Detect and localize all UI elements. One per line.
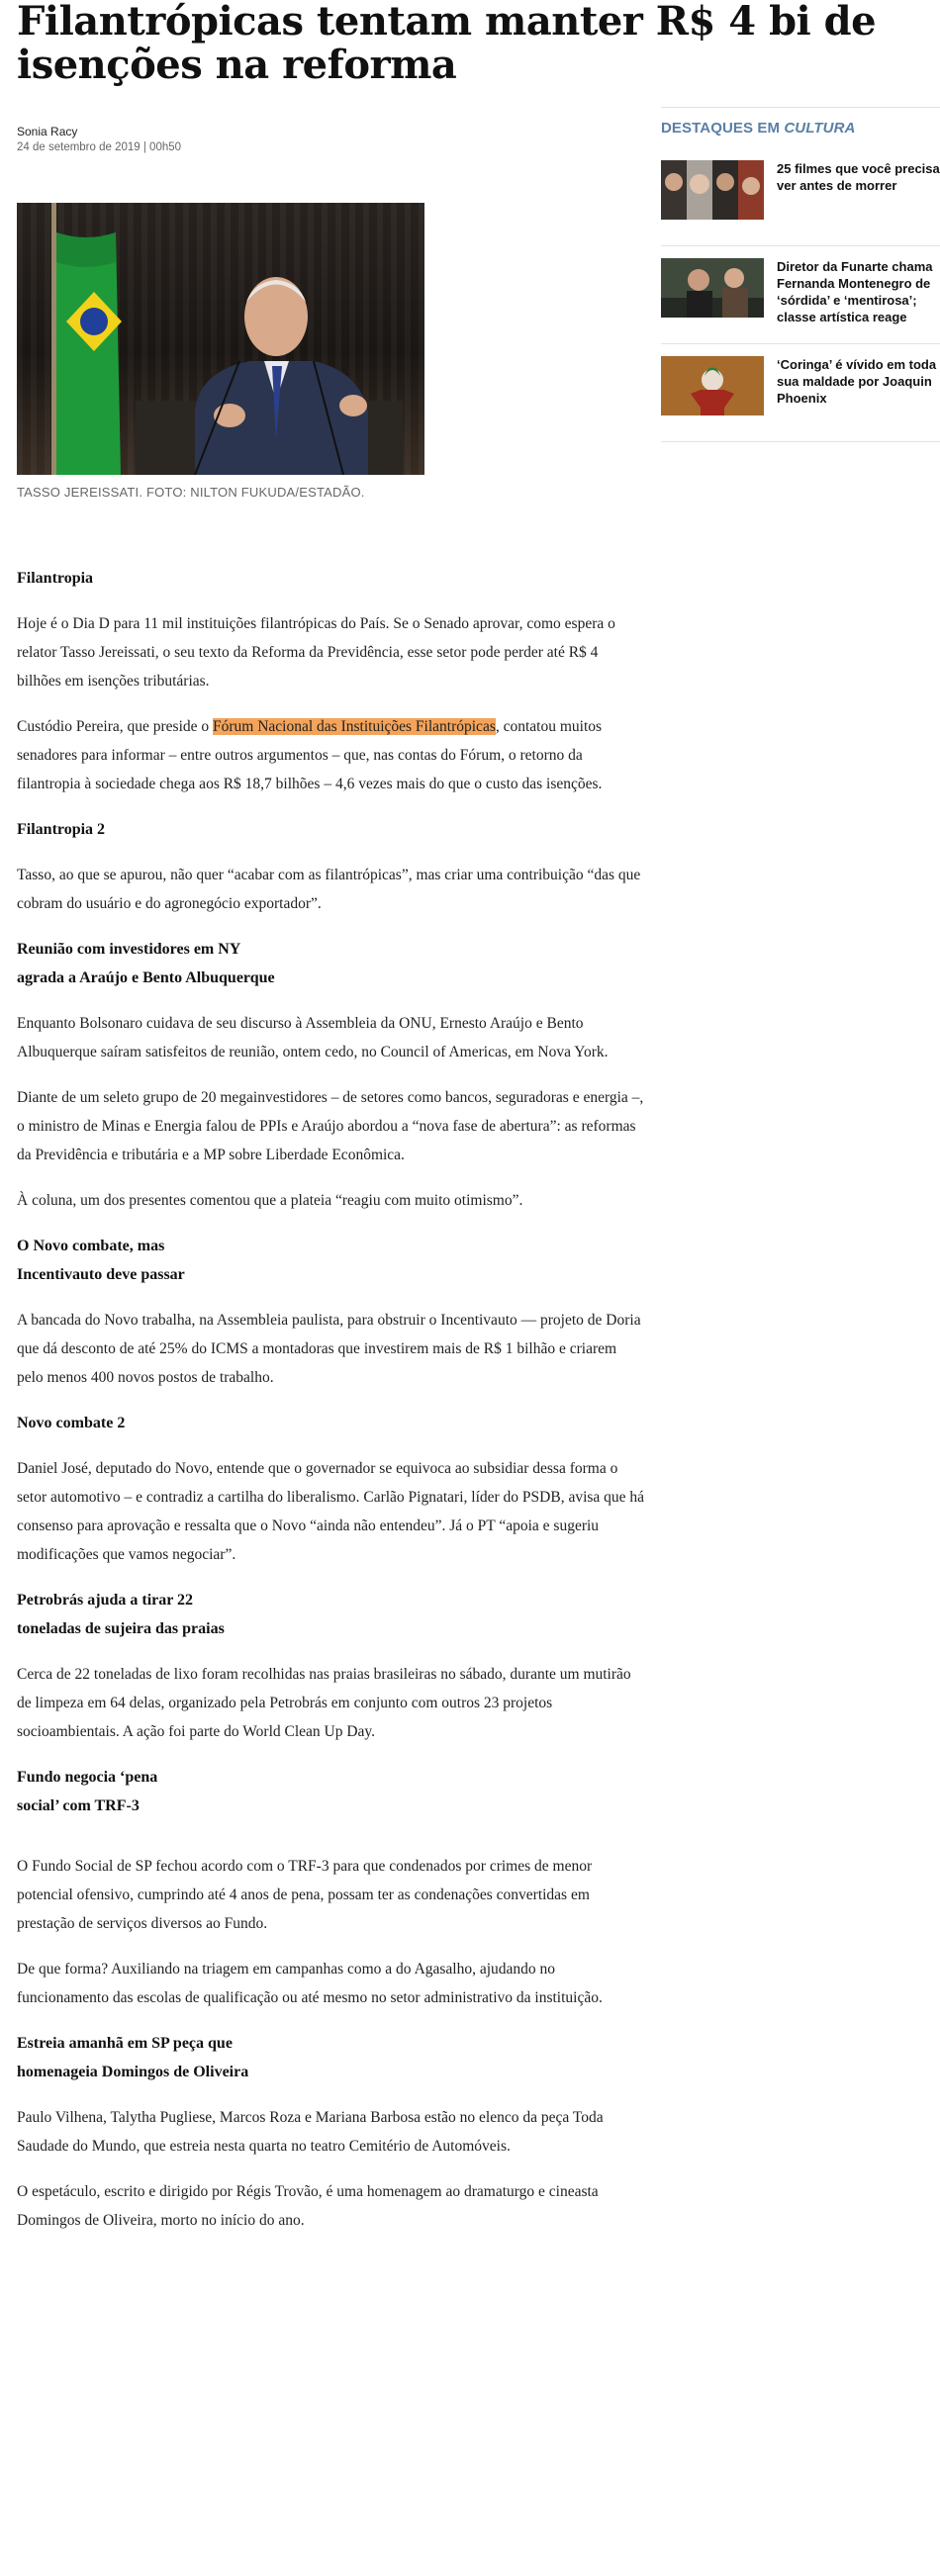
- publish-date: 24 de setembro de 2019 | 00h50: [17, 141, 182, 153]
- paragraph: De que forma? Auxiliando na triagem em campanhas como a do Agasalho, ajudando no funcionamento das escolas de qualificação ou até mesmo no setor administrativo da instituição.: [17, 1961, 603, 2006]
- article-photo: [17, 203, 424, 475]
- photo-senator: [17, 203, 424, 475]
- photo-caption: TASSO JEREISSATI. FOTO: NILTON FUKUDA/ESTADÃO.: [17, 485, 365, 500]
- paragraph: Diante de um seleto grupo de 20 megainvestidores – de setores como bancos, seguradoras e energia –, o ministro de Minas e Energia falou de PPIs e Araújo abordou a “nova fase de abertura”: as reformas da Previdência e tributária e a MP sobre Liberdade Econômica.: [17, 1089, 644, 1163]
- article-body: [17, 564, 645, 2252]
- paragraph: Daniel José, deputado do Novo, entende que o governador se equivoca ao subsidiar dessa forma o setor automotivo – e contradiz a cartilha do liberalismo. Carlão Pignatari, líder do PSDB, avisa que há consenso para aprovação e ressalta que o Novo “ainda não entendeu”. Já o PT “apoia e sugeriu modificações que vamos negociar”.: [17, 1460, 645, 1563]
- forum-link[interactable]: Fórum Nacional das Instituições Filantrópicas: [213, 718, 496, 735]
- article-headline: Filantrópicas tentam manter R$ 4 bi de isenções na reforma: [17, 0, 877, 88]
- thumb-funarte[interactable]: [661, 258, 764, 318]
- sidebar-item-title[interactable]: 25 filmes que você precisa ver antes de morrer: [777, 161, 940, 193]
- thumb-films[interactable]: [661, 160, 764, 220]
- byline: [17, 124, 181, 155]
- section-title: Novo combate 2: [17, 1415, 126, 1431]
- sidebar-title: DESTAQUES EM CULTURA: [661, 120, 856, 137]
- paragraph: O espetáculo, escrito e dirigido por Régis Trovão, é uma homenagem ao dramaturgo e cineasta Domingos de Oliveira, morto no início do ano.: [17, 2183, 599, 2229]
- sidebar-item-title[interactable]: ‘Coringa’ é vívido em toda sua maldade por Joaquin Phoenix: [777, 357, 937, 406]
- section-title: Reunião com investidores em NY agrada a Araújo e Bento Albuquerque: [17, 941, 275, 986]
- paragraph: A bancada do Novo trabalha, na Assembleia paulista, para obstruir o Incentivauto — projeto de Doria que dá desconto de até 25% do ICMS a montadoras que investirem mais de R$ 1 bilhão e criarem pelo menos 400 novos postos de trabalho.: [17, 1312, 641, 1386]
- paragraph: Custódio Pereira, que preside o Fórum Nacional das Instituições Filantrópicas, contatou muitos senadores para informar – entre outros argumentos – que, nas contas do Fórum, o retorno da filantropia à sociedade chega aos R$ 18,7 bilhões – 4,6 vezes mais do que o custo das isenções.: [17, 718, 603, 792]
- author-name[interactable]: Sonia Racy: [17, 125, 78, 138]
- sidebar-highlights: [661, 107, 940, 442]
- paragraph: Paulo Vilhena, Talytha Pugliese, Marcos Roza e Mariana Barbosa estão no elenco da peça Toda Saudade do Mundo, que estreia nesta quarta no teatro Cemitério de Automóveis.: [17, 2109, 604, 2155]
- section-title: O Novo combate, mas Incentivauto deve passar: [17, 1238, 185, 1283]
- sidebar-item-joker[interactable]: [661, 352, 940, 442]
- sidebar-item-title[interactable]: Diretor da Funarte chama Fernanda Montenegro de ‘sórdida’ e ‘mentirosa’; classe artística reage: [777, 259, 933, 324]
- section-title: Fundo negocia ‘pena social’ com TRF-3: [17, 1769, 158, 1814]
- paragraph: O Fundo Social de SP fechou acordo com o TRF-3 para que condenados por crimes de menor potencial ofensivo, cumprindo até 4 anos de pena, possam ter as condenações convertidas em prestação de serviços diversos ao Fundo.: [17, 1858, 593, 1932]
- paragraph: Tasso, ao que se apurou, não quer “acabar com as filantrópicas”, mas criar uma contribuição “das que cobram do usuário e do agronegócio exportador”.: [17, 867, 641, 912]
- section-title: Petrobrás ajuda a tirar 22 toneladas de sujeira das praias: [17, 1592, 225, 1637]
- paragraph: À coluna, um dos presentes comentou que a plateia “reagiu com muito otimismo”.: [17, 1192, 523, 1209]
- sidebar-item-films[interactable]: [661, 156, 940, 246]
- paragraph: Enquanto Bolsonaro cuidava de seu discurso à Assembleia da ONU, Ernesto Araújo e Bento Albuquerque saíram satisfeitos de reunião, ontem cedo, no Council of Americas, em Nova York.: [17, 1015, 609, 1060]
- thumb-joker[interactable]: [661, 356, 764, 415]
- section-title: Estreia amanhã em SP peça que homenageia Domingos de Oliveira: [17, 2035, 249, 2080]
- section-title: Filantropia 2: [17, 821, 106, 838]
- sidebar-item-funarte[interactable]: [661, 254, 940, 344]
- paragraph: Cerca de 22 toneladas de lixo foram recolhidas nas praias brasileiras no sábado, durante um mutirão de limpeza em 64 delas, organizado pela Petrobrás em conjunto com outros 23 projetos socioambientais. A ação foi parte do World Clean Up Day.: [17, 1666, 631, 1740]
- paragraph: Hoje é o Dia D para 11 mil instituições filantrópicas do País. Se o Senado aprovar, como espera o relator Tasso Jereissati, o seu texto da Reforma da Previdência, esse setor pode perder até R$ 4 bilhões em isenções tributárias.: [17, 615, 615, 690]
- section-title: Filantropia: [17, 570, 94, 587]
